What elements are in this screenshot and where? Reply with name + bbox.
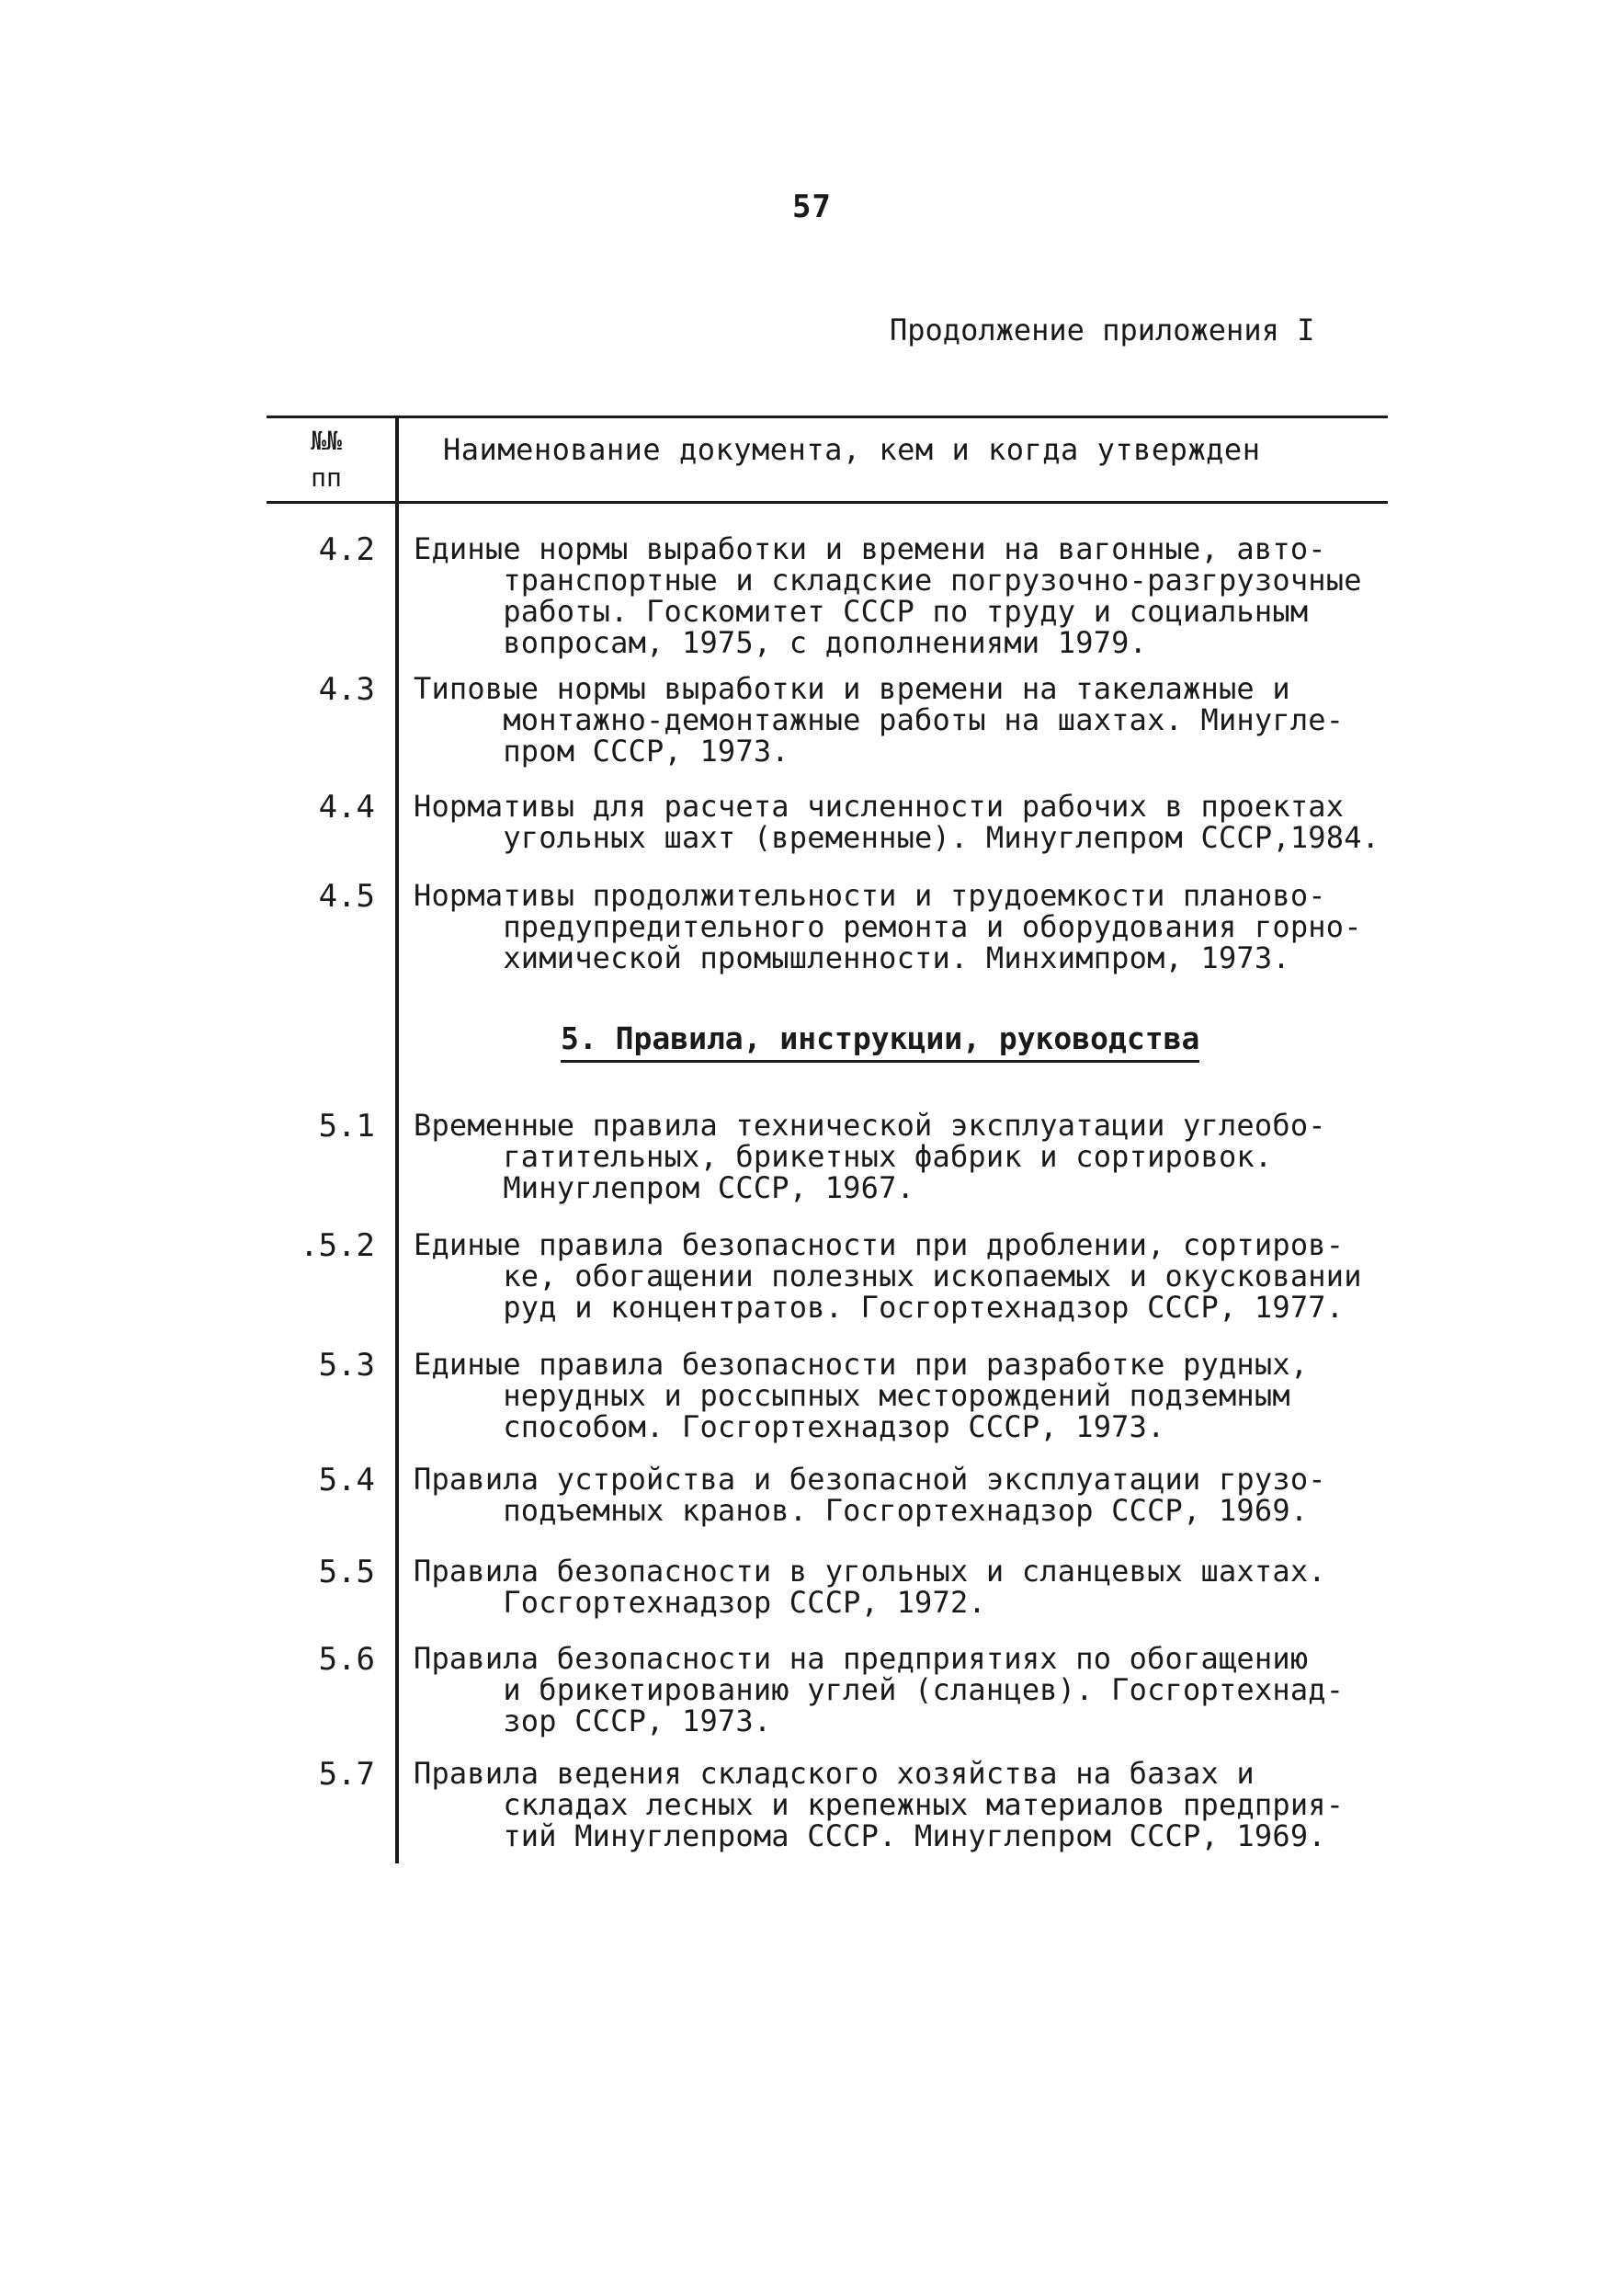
row-number: 4.2 [318, 531, 375, 568]
row-number: 5.3 [318, 1347, 375, 1384]
row-document-text: Типовые нормы выработки и времени на такелажные и монтажно-демонтажные работы на шахтах. Минугле- пром СССР, 1973. [414, 671, 1345, 769]
row-document-text: Правила безопасности в угольных и сланцевых шахтах. Госгортехнадзор СССР, 1972. [414, 1554, 1326, 1620]
row-number: 4.4 [318, 789, 375, 826]
header-number-cell [267, 423, 386, 496]
row-document-text: Правила безопасности на предприятиях по обогащению и брикетированию углей (сланцев). Госгортехнад- зор СССР, 1973. [414, 1641, 1345, 1738]
row-number: 5.7 [318, 1756, 375, 1793]
table-top-rule [267, 416, 1388, 418]
row-document-text: Нормативы продолжительности и трудоемкости планово- предупредительного ремонта и оборудования горно- химической промышленности. Минхимпром, 1973. [414, 878, 1362, 975]
header-number-line1: №№ [311, 426, 342, 456]
header-document-name: Наименование документа, кем и когда утвержден [443, 432, 1261, 467]
header-number-line2: пп [311, 462, 342, 493]
table-column-divider [395, 416, 399, 1863]
row-number: 5.6 [318, 1641, 375, 1678]
row-document-text: Нормативы для расчета численности рабочих в проектах угольных шахт (временные). Минуглепром СССР,1984. [414, 789, 1380, 855]
row-number: .5.2 [300, 1227, 375, 1264]
section-heading-text: 5. Правила, инструкции, руководства [561, 1020, 1199, 1063]
row-document-text: Правила устройства и безопасной эксплуатации грузо- подъемных кранов. Госгортехнадзор СССР, 1969. [414, 1462, 1326, 1528]
row-number: 4.3 [318, 671, 375, 708]
row-number: 5.4 [318, 1462, 375, 1498]
row-number: 4.5 [318, 878, 375, 915]
row-number: 5.5 [318, 1554, 375, 1590]
row-document-text: Правила ведения складского хозяйства на базах и складах лесных и крепежных материалов предприя- тий Минуглепрома СССР. Минуглепром СССР, 1969. [414, 1756, 1345, 1853]
row-document-text: Единые правила безопасности при разработке рудных, нерудных и россыпных месторождений подземным способом. Госгортехнадзор СССР, 1973. [414, 1347, 1309, 1444]
row-number: 5.1 [318, 1108, 375, 1145]
page-number: 57 [792, 188, 832, 225]
row-document-text: Временные правила технической эксплуатации углеобо- гатительных, брикетных фабрик и сортировок. Минуглепром СССР, 1967. [414, 1108, 1326, 1205]
row-document-text: Единые правила безопасности при дроблении, сортиров- ке, обогащении полезных ископаемых и окусковании руд и концентратов. Госгортехнадзор СССР, 1977. [414, 1227, 1362, 1325]
table-header-rule [267, 501, 1388, 504]
row-document-text: Единые нормы выработки и времени на вагонные, авто- транспортные и складские погрузочно-разгрузочные работы. Госкомитет СССР по труду и социальным вопросам, 1975, с дополнениями 1979. [414, 531, 1362, 660]
continuation-caption: Продолжение приложения I [890, 313, 1315, 347]
section-heading [561, 1020, 1199, 1056]
